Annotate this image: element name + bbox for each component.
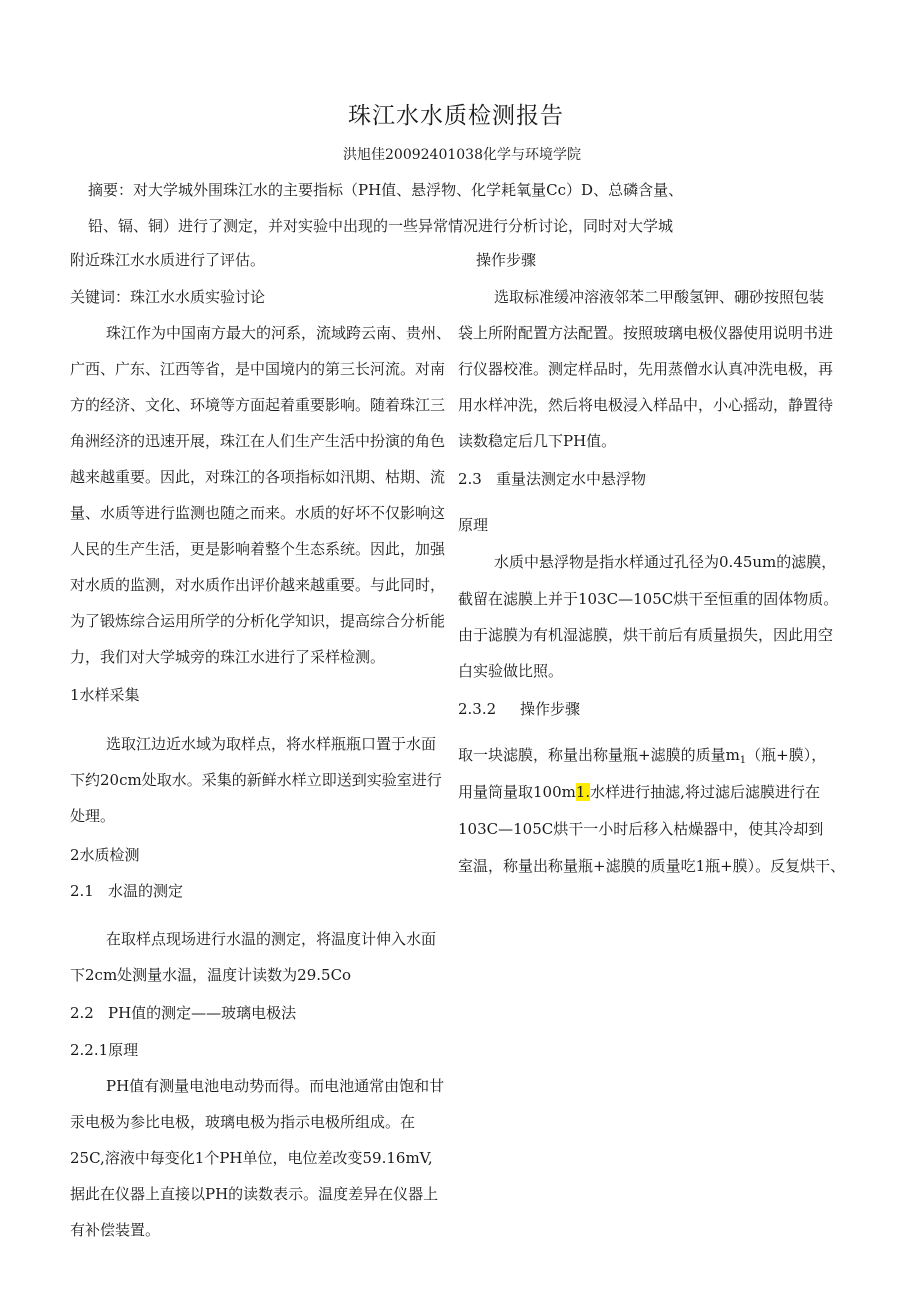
abstract-line: 铅、镉、铜）进行了测定，并对实验中出现的一些异常情况进行分析讨论，同时对大学城 — [88, 217, 674, 235]
ph-principle-line: 汞电极为参比电极，玻璃电极为指示电极所组成。在 — [70, 1113, 416, 1131]
section-heading-2-2-1: 2.2.1原理 — [70, 1041, 139, 1059]
operation-heading: 操作步骤 — [476, 251, 537, 269]
highlighted-text: 1. — [575, 783, 591, 801]
principle-heading: 原理 — [458, 516, 489, 534]
intro-line: 越来越重要。因此，对珠江的各项指标如汛期、枯期、流 — [70, 468, 446, 486]
operation-text: 水样进行抽滤,将过滤后滤膜进行在 — [590, 783, 820, 801]
section-title-2-3: 重量法测定水中悬浮物 — [496, 470, 647, 488]
mass-subscript: 1 — [739, 755, 747, 766]
suspended-principle-line: 水质中悬浮物是指水样通过孔径为0.45um的滤膜， — [494, 553, 837, 571]
intro-line: 珠江作为中国南方最大的河系，流域跨云南、贵州、 — [106, 324, 452, 342]
ph-operation-line: 读数稳定后几下PH值。 — [458, 432, 617, 450]
ph-principle-line: 有补偿装置。 — [70, 1221, 161, 1239]
section-number-2-3: 2.3 — [458, 470, 482, 488]
ph-operation-line: 行仪器校准。测定样品时，先用蒸僧水认真冲洗电极，再 — [458, 360, 834, 378]
section-number-2-3-2: 2.3.2 — [458, 700, 497, 718]
ph-operation-line: 选取标准缓冲溶液邻苯二甲酸氢钾、硼砂按照包装 — [494, 288, 825, 306]
suspended-principle-line: 截留在滤膜上并于103C—105C烘干至恒重的固体物质。 — [458, 590, 839, 608]
sampling-line: 处理。 — [70, 807, 116, 825]
suspended-operation-line — [458, 746, 826, 764]
temperature-line: 在取样点现场进行水温的测定，将温度计伸入水面 — [106, 930, 437, 948]
sampling-line: 选取江边近水域为取样点，将水样瓶瓶口置于水面 — [106, 735, 437, 753]
abstract-line: 附近珠江水水质进行了评估。 — [70, 251, 266, 269]
ph-operation-line: 袋上所附配置方法配置。按照玻璃电极仪器使用说明书进 — [458, 324, 834, 342]
ph-principle-line: 25C,溶液中每变化1个PH单位，电位差改变59.16mV, — [70, 1149, 433, 1167]
section-title-2-3-2: 操作步骤 — [520, 700, 581, 718]
suspended-principle-line: 白实验做比照。 — [458, 662, 564, 680]
intro-line: 量、水质等进行监测也随之而来。水质的好坏不仅影响这 — [70, 504, 446, 522]
author-line: 洪旭佳20092401038化学与环境学院 — [343, 147, 581, 163]
intro-line: 广西、广东、江西等省，是中国境内的第三长河流。对南 — [70, 360, 446, 378]
suspended-operation-line — [458, 783, 820, 801]
section-number-2-1: 2.1 — [70, 882, 94, 900]
operation-text: 取一块滤膜，称量出称量瓶+滤膜的质量m — [458, 746, 740, 764]
section-number-2-2: 2.2 — [70, 1004, 94, 1022]
keywords: 关键词：珠江水水质实验讨论 — [70, 288, 266, 306]
intro-line: 力，我们对大学城旁的珠江水进行了采样检测。 — [70, 648, 386, 666]
ph-principle-line: 据此在仪器上直接以PH的读数表示。温度差异在仪器上 — [70, 1185, 439, 1203]
sampling-line: 下约20cm处取水。采集的新鲜水样立即送到实验室进行 — [70, 771, 442, 789]
ph-principle-line: PH值有测量电池电动势而得。而电池通常由饱和甘 — [106, 1077, 445, 1095]
suspended-operation-line: 103C—105C烘干一小时后移入枯燥器中，使其冷却到 — [458, 820, 824, 838]
operation-text: （瓶+膜）， — [746, 746, 827, 764]
suspended-principle-line: 由于滤膜为有机湿滤膜，烘干前后有质量损失，因此用空 — [458, 626, 834, 644]
intro-line: 人民的生产生活，更是影响着整个生态系统。因此，加强 — [70, 540, 446, 558]
intro-line: 为了锻炼综合运用所学的分析化学知识，提高综合分析能 — [70, 612, 446, 630]
abstract-line: 摘要：对大学城外围珠江水的主要指标（PH值、悬浮物、化学耗氧量Cc）D、总磷含量、 — [88, 181, 684, 199]
section-title-2-2: PH值的测定——玻璃电极法 — [108, 1004, 297, 1022]
temperature-line: 下2cm处测量水温，温度计读数为29.5Co — [70, 966, 352, 984]
intro-line: 方的经济、文化、环境等方面起着重要影响。随着珠江三 — [70, 396, 446, 414]
suspended-operation-line: 室温，称量出称量瓶+滤膜的质量吃1瓶+膜）。反复烘干、 — [458, 857, 846, 875]
intro-line: 对水质的监测，对水质作出评价越来越重要。与此同时， — [70, 576, 446, 594]
section-heading-1: 1水样采集 — [70, 686, 140, 704]
section-heading-2: 2水质检测 — [70, 846, 140, 864]
page-title: 珠江水水质检测报告 — [348, 103, 564, 129]
section-title-2-1: 水温的测定 — [108, 882, 184, 900]
ph-operation-line: 用水样冲洗，然后将电极浸入样品中，小心摇动，静置待 — [458, 396, 834, 414]
operation-text: 用量筒量取100m — [458, 783, 576, 801]
intro-line: 角洲经济的迅速开展，珠江在人们生产生活中扮演的角色 — [70, 432, 446, 450]
